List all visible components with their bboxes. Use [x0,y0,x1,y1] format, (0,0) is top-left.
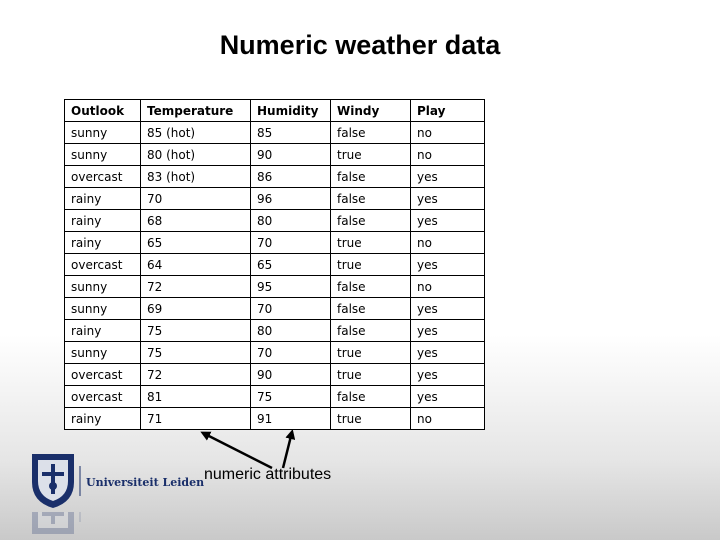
cell-humidity: 80 [251,320,331,342]
cell-outlook: rainy [65,232,141,254]
column-header-play: Play [411,100,485,122]
column-header-temperature: Temperature [141,100,251,122]
cell-windy: false [331,320,411,342]
cell-windy: false [331,210,411,232]
cell-play: yes [411,210,485,232]
cell-play: no [411,408,485,430]
cell-windy: true [331,144,411,166]
cell-humidity: 86 [251,166,331,188]
cell-windy: true [331,342,411,364]
cell-humidity: 65 [251,254,331,276]
cell-temperature: 83 (hot) [141,166,251,188]
cell-outlook: rainy [65,210,141,232]
cell-humidity: 95 [251,276,331,298]
cell-humidity: 80 [251,210,331,232]
cell-windy: false [331,298,411,320]
temperature-arrow [203,433,272,468]
cell-outlook: sunny [65,122,141,144]
cell-windy: true [331,408,411,430]
cell-windy: true [331,364,411,386]
cell-outlook: overcast [65,386,141,408]
cell-outlook: rainy [65,320,141,342]
cell-humidity: 91 [251,408,331,430]
cell-temperature: 71 [141,408,251,430]
university-name: Universiteit Leiden [86,476,204,489]
cell-humidity: 70 [251,342,331,364]
cell-temperature: 80 (hot) [141,144,251,166]
cell-play: no [411,144,485,166]
cell-temperature: 64 [141,254,251,276]
cell-windy: true [331,254,411,276]
cell-play: yes [411,298,485,320]
cell-play: no [411,122,485,144]
cell-outlook: sunny [65,276,141,298]
cell-humidity: 85 [251,122,331,144]
cell-play: yes [411,364,485,386]
cell-outlook: overcast [65,166,141,188]
cell-windy: false [331,122,411,144]
cell-humidity: 90 [251,144,331,166]
cell-windy: false [331,276,411,298]
cell-temperature: 75 [141,342,251,364]
cell-temperature: 69 [141,298,251,320]
cell-play: yes [411,254,485,276]
cell-outlook: sunny [65,298,141,320]
cell-temperature: 65 [141,232,251,254]
cell-temperature: 72 [141,364,251,386]
cell-windy: true [331,232,411,254]
cell-outlook: overcast [65,254,141,276]
cell-play: yes [411,166,485,188]
university-logo [24,448,204,510]
cell-temperature: 70 [141,188,251,210]
cell-windy: false [331,386,411,408]
cell-humidity: 96 [251,188,331,210]
column-header-windy: Windy [331,100,411,122]
cell-humidity: 70 [251,232,331,254]
cell-windy: false [331,188,411,210]
cell-outlook: sunny [65,342,141,364]
cell-play: yes [411,386,485,408]
cell-temperature: 75 [141,320,251,342]
slide-title: Numeric weather data [219,30,501,60]
column-header-outlook: Outlook [65,100,141,122]
cell-temperature: 68 [141,210,251,232]
cell-outlook: overcast [65,364,141,386]
humidity-arrow [283,432,292,468]
cell-humidity: 70 [251,298,331,320]
cell-play: no [411,232,485,254]
cell-outlook: rainy [65,408,141,430]
cell-temperature: 72 [141,276,251,298]
column-header-humidity: Humidity [251,100,331,122]
cell-temperature: 81 [141,386,251,408]
cell-play: yes [411,320,485,342]
cell-play: no [411,276,485,298]
numeric-attributes-label: numeric attributes [204,466,332,483]
cell-outlook: rainy [65,188,141,210]
cell-humidity: 75 [251,386,331,408]
logo-reflection [24,512,204,540]
cell-play: yes [411,188,485,210]
cell-temperature: 85 (hot) [141,122,251,144]
cell-humidity: 90 [251,364,331,386]
cell-play: yes [411,342,485,364]
cell-windy: false [331,166,411,188]
cell-outlook: sunny [65,144,141,166]
